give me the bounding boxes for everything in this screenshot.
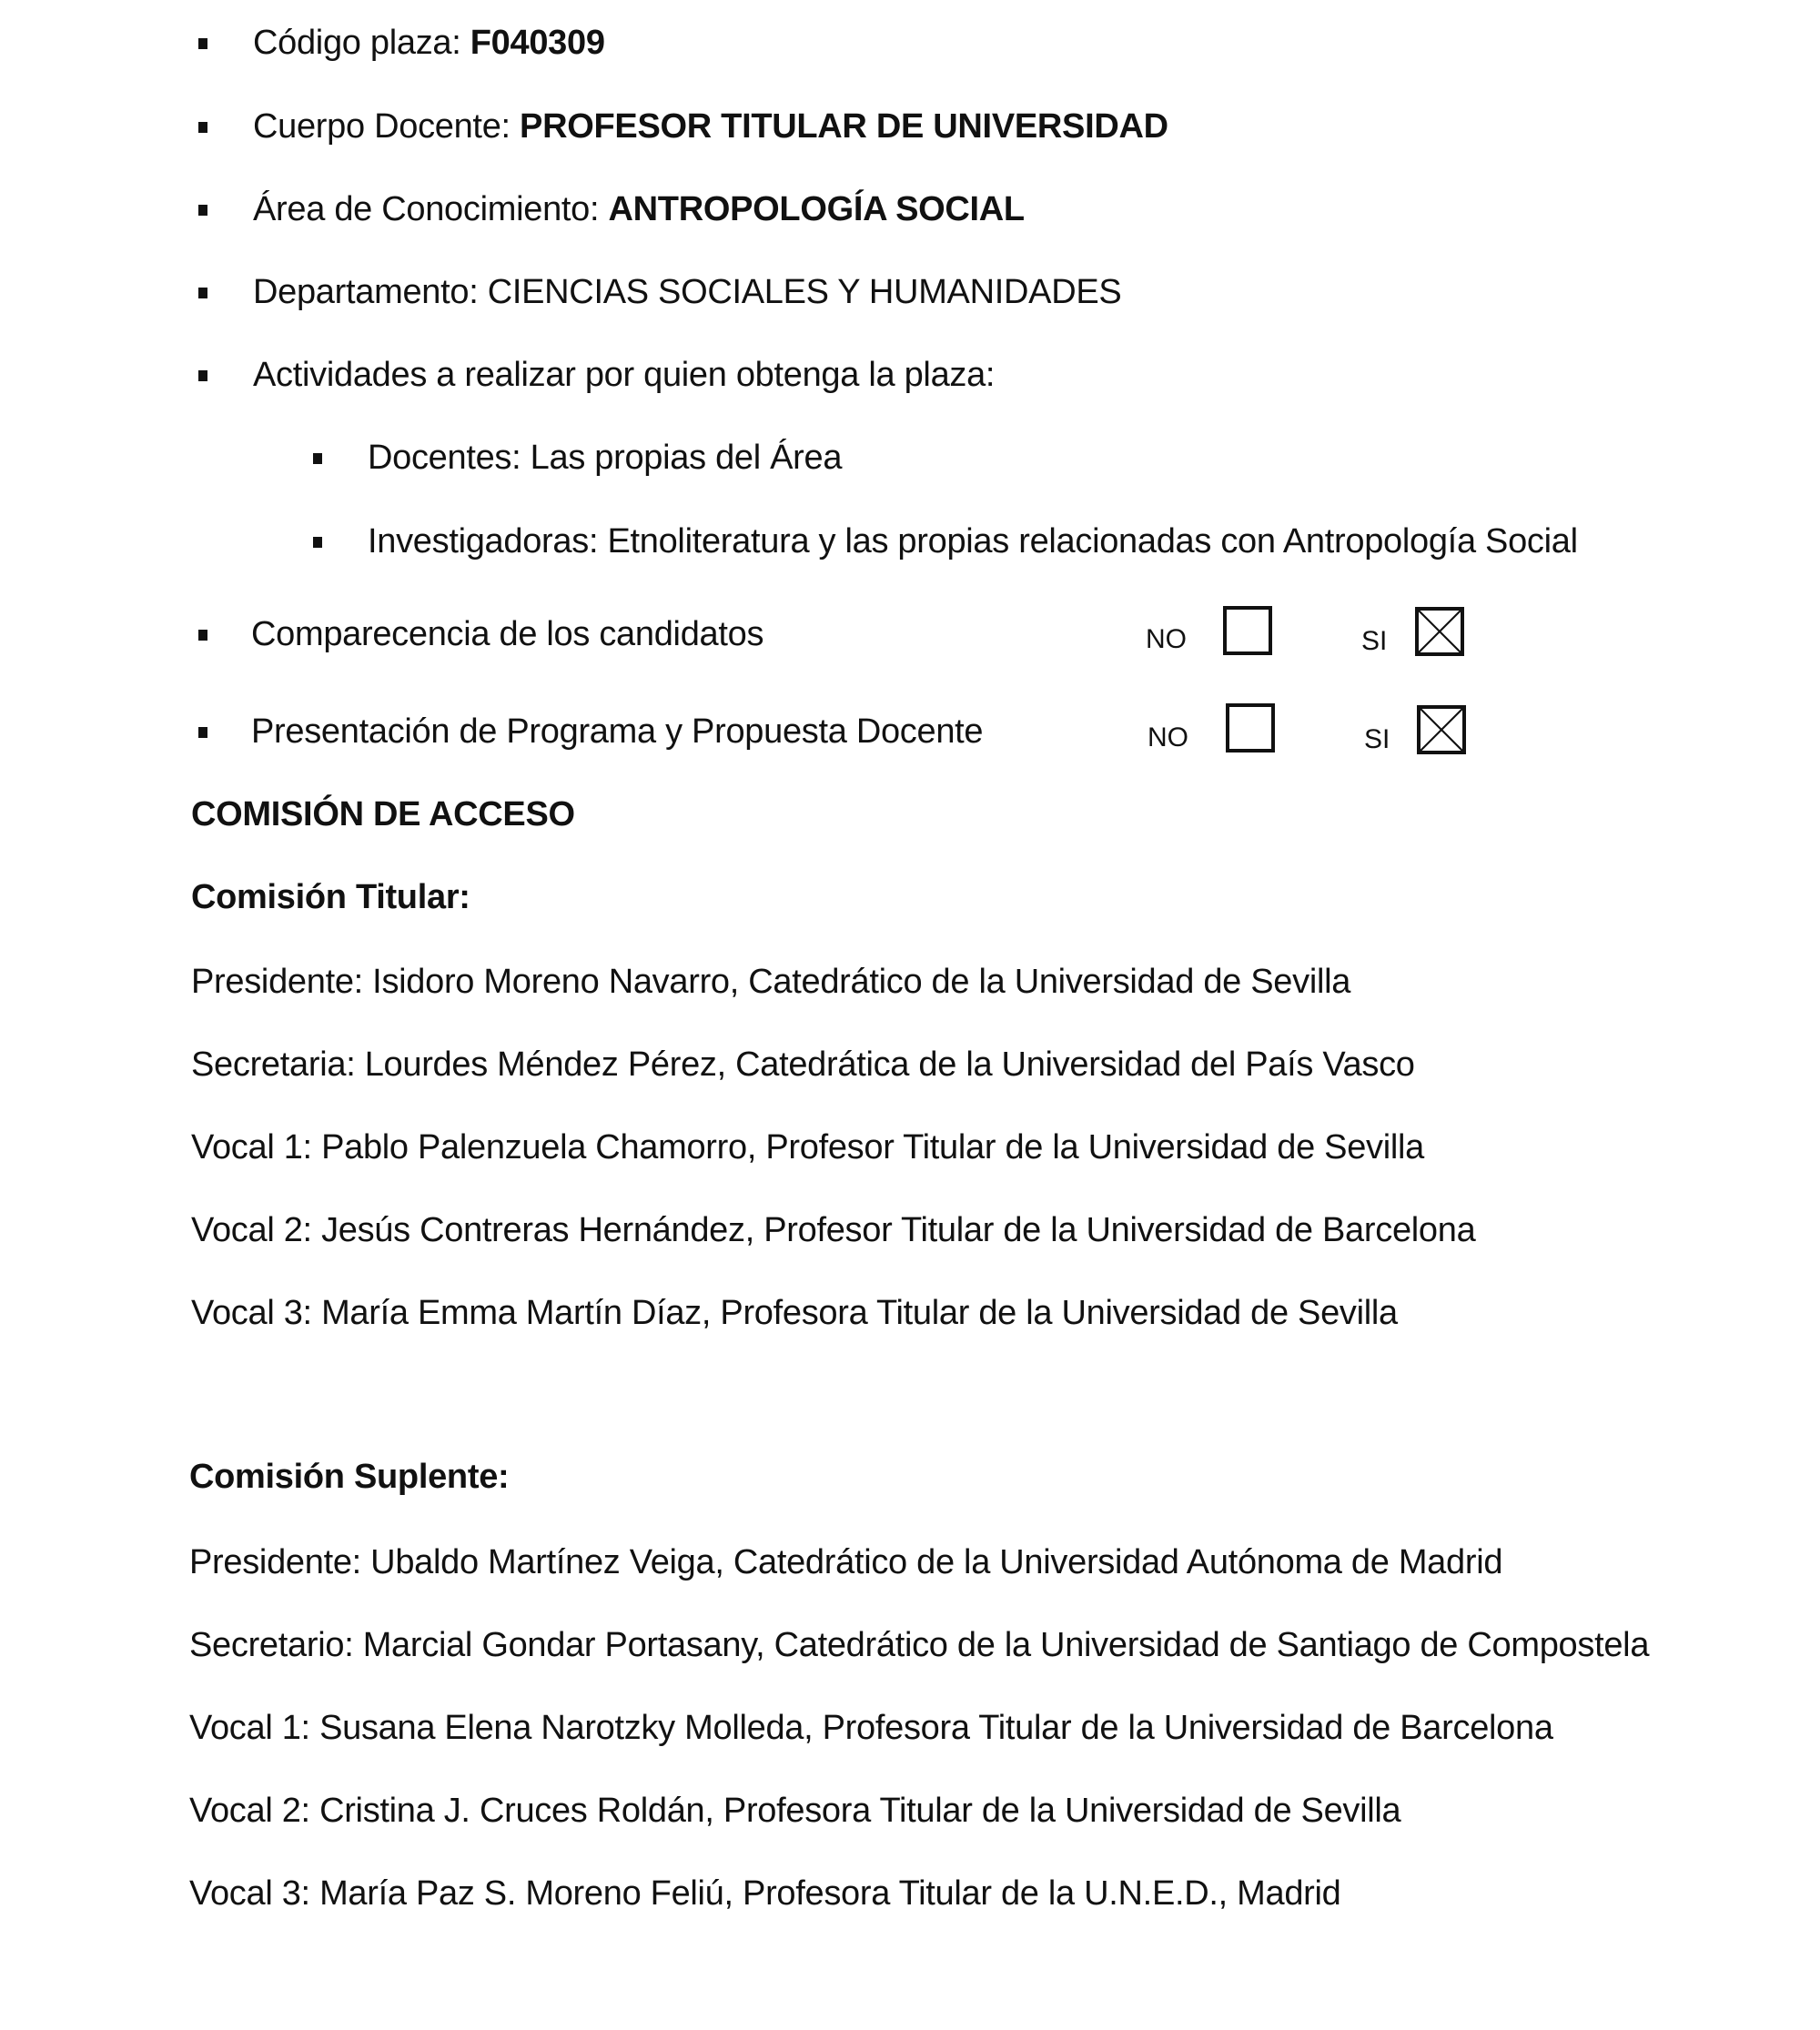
codigo-plaza-value: F040309 (470, 24, 605, 62)
actividad-investigadoras: Investigadoras: Etnoliteratura y las propias relacionadas con Antropología Social (368, 522, 1578, 561)
suplente-member-secretario: Secretario: Marcial Gondar Portasany, Catedrático de la Universidad de Santiago de Compostela (189, 1626, 1650, 1664)
titular-member-secretaria: Secretaria: Lourdes Méndez Pérez, Catedrática de la Universidad del País Vasco (191, 1045, 1415, 1084)
area-conocimiento-value: ANTROPOLOGÍA SOCIAL (608, 190, 1025, 228)
bullet-icon (313, 453, 322, 464)
cuerpo-docente-label: Cuerpo Docente: (253, 107, 521, 146)
comision-titular-heading: Comisión Titular: (191, 878, 470, 916)
comision-acceso-title: COMISIÓN DE ACCESO (191, 795, 575, 833)
bullet-icon (198, 370, 207, 381)
bullet-icon (198, 288, 207, 298)
bullet-icon (198, 38, 207, 49)
presentacion-no-checkbox[interactable] (1226, 703, 1275, 752)
actividad-docentes: Docentes: Las propias del Área (368, 439, 843, 477)
comparecencia-si-label: SI (1361, 626, 1388, 656)
codigo-plaza-line (253, 22, 605, 64)
suplente-member-presidente: Presidente: Ubaldo Martínez Veiga, Catedrático de la Universidad Autónoma de Madrid (189, 1543, 1503, 1581)
comision-suplente-heading: Comisión Suplente: (189, 1458, 510, 1496)
bullet-icon (313, 537, 322, 548)
comparecencia-no-label: NO (1146, 624, 1187, 654)
presentacion-si-checkbox[interactable] (1417, 705, 1466, 754)
cuerpo-docente-line (253, 106, 1168, 147)
bullet-icon (198, 205, 207, 216)
comparecencia-no-checkbox[interactable] (1223, 606, 1272, 655)
presentacion-programa-label: Presentación de Programa y Propuesta Docente (251, 712, 984, 751)
bullet-icon (198, 630, 207, 641)
suplente-member-vocal-2: Vocal 2: Cristina J. Cruces Roldán, Profesora Titular de la Universidad de Sevilla (189, 1792, 1401, 1830)
codigo-plaza-label: Código plaza: (253, 24, 470, 62)
bullet-icon (198, 727, 207, 738)
titular-member-vocal-1: Vocal 1: Pablo Palenzuela Chamorro, Profesor Titular de la Universidad de Sevilla (191, 1128, 1425, 1166)
area-conocimiento-line (253, 188, 1025, 230)
presentacion-no-label: NO (1148, 722, 1188, 752)
titular-member-vocal-2: Vocal 2: Jesús Contreras Hernández, Profesor Titular de la Universidad de Barcelona (191, 1211, 1476, 1249)
titular-member-presidente: Presidente: Isidoro Moreno Navarro, Catedrático de la Universidad de Sevilla (191, 963, 1351, 1001)
comparecencia-si-checkbox[interactable] (1415, 607, 1464, 656)
x-mark-icon (1419, 611, 1461, 652)
x-mark-icon (1421, 709, 1462, 751)
suplente-member-vocal-1: Vocal 1: Susana Elena Narotzky Molleda, Profesora Titular de la Universidad de Barcelona (189, 1709, 1553, 1747)
suplente-member-vocal-3: Vocal 3: María Paz S. Moreno Feliú, Profesora Titular de la U.N.E.D., Madrid (189, 1874, 1341, 1913)
cuerpo-docente-value: PROFESOR TITULAR DE UNIVERSIDAD (520, 107, 1168, 146)
area-conocimiento-label: Área de Conocimiento: (253, 190, 609, 228)
comparecencia-label: Comparecencia de los candidatos (251, 615, 764, 653)
actividades-heading: Actividades a realizar por quien obtenga la plaza: (253, 356, 996, 394)
bullet-icon (198, 122, 207, 133)
presentacion-si-label: SI (1364, 724, 1390, 754)
departamento-label: Departamento: (253, 273, 488, 311)
departamento-line (253, 271, 1121, 313)
titular-member-vocal-3: Vocal 3: María Emma Martín Díaz, Profesora Titular de la Universidad de Sevilla (191, 1294, 1398, 1332)
departamento-value: CIENCIAS SOCIALES Y HUMANIDADES (487, 273, 1122, 311)
